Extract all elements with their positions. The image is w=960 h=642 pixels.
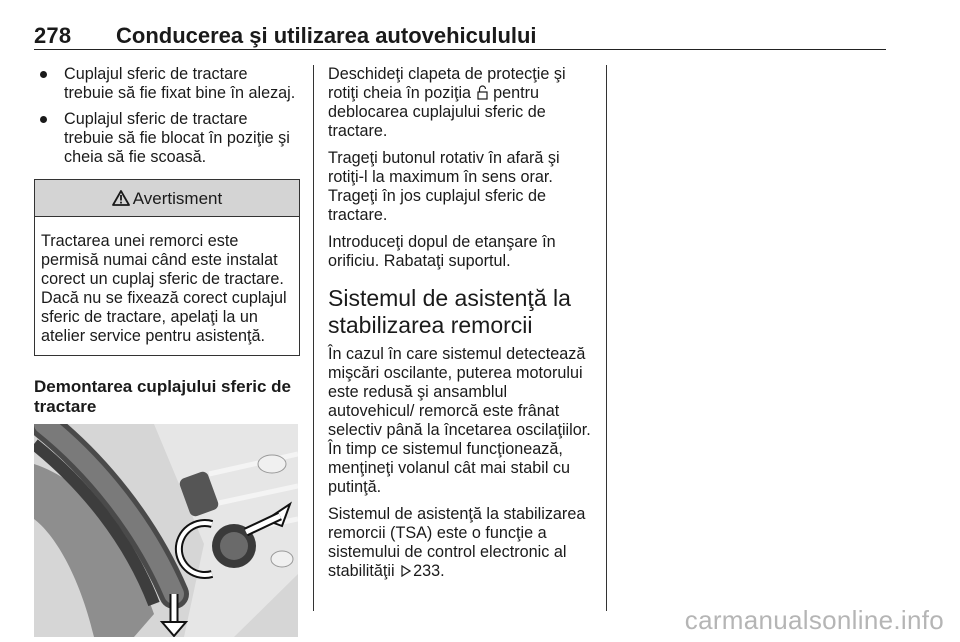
page-header	[34, 23, 886, 50]
bullet-list	[34, 65, 300, 167]
subheading: Demontarea cuplajului sferic de tractare	[34, 377, 291, 416]
page-reference-icon	[401, 565, 411, 577]
bullet-icon	[40, 71, 47, 78]
warning-text: Tractarea unei remorci este permisă numai când este instalat corect un cuplaj sferic de tractare. Dacă nu se fixează corect cuplajul sferic de tractare, apelaţi la un atelier service pentru asistenţă.	[41, 232, 287, 345]
list-item: Cuplajul sferic de tractare trebuie să fie blocat în poziţie şi cheia să fie scoasă.	[34, 110, 300, 167]
page-number: 278	[34, 23, 72, 48]
watermark: carmanualsonline.info	[684, 605, 944, 635]
list-item: Cuplajul sferic de tractare trebuie să fie fixat bine în alezaj.	[34, 65, 300, 103]
page-reference[interactable]: 233.	[413, 562, 445, 580]
section-title: Sistemul de asistenţă la stabilizarea remorcii	[328, 285, 571, 338]
warning-triangle-icon	[112, 190, 130, 206]
paragraph: Deschideţi clapeta de protecţie şi rotiţi cheia în poziţia pentru deblocarea cuplajului sferic de tractare.	[328, 65, 566, 140]
unlock-icon	[477, 85, 488, 100]
bullet-icon	[40, 116, 47, 123]
left-column	[34, 65, 300, 637]
page-title: Conducerea şi utilizarea autovehiculului	[116, 23, 537, 48]
paragraph: Introduceţi dopul de etanşare în orificiu. Rabataţi suportul.	[328, 233, 556, 270]
column-divider	[606, 65, 607, 611]
paragraph: Sistemul de asistenţă la stabilizarea remorcii (TSA) este o funcţie a sistemului de control electronic al stabilităţii 233.	[328, 505, 586, 580]
paragraph: În cazul în care sistemul detectează mişcări oscilante, puterea motorului este redusă şi ansamblul autovehicul/ remorcă este frânat selectiv până la încetarea oscilaţiilor. În timp ce sistemul funcţionează, menţineţi volanul cât mai stabil cu putinţă.	[328, 345, 591, 496]
paragraph: Trageţi butonul rotativ în afară şi rotiţi-l la maximum în sens orar. Trageţi în jos cuplajul sferic de tractare.	[328, 149, 560, 224]
tow-ball-illustration	[34, 424, 298, 637]
warning-header	[35, 180, 299, 217]
warning-box	[34, 179, 300, 356]
column-divider	[313, 65, 314, 611]
tow-ball-drawing	[34, 424, 298, 637]
warning-title: Avertisment	[132, 188, 223, 208]
right-column	[328, 65, 593, 589]
